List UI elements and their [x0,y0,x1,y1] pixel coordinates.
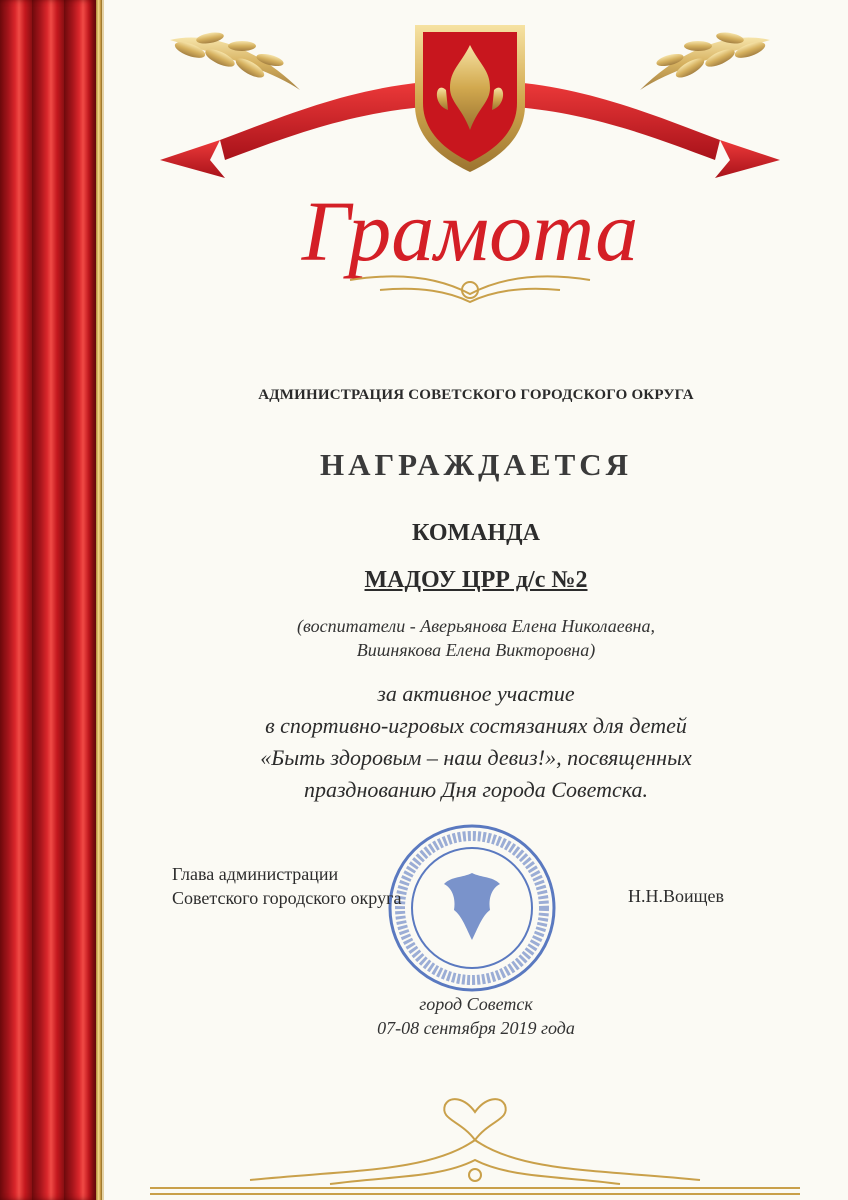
team-name: МАДОУ ЦРР д/с №2 [364,567,588,593]
fleur-de-lis-shield-icon [415,25,525,172]
signatory-title [172,862,401,910]
signatory-title-line: Советского городского округа [172,888,402,908]
educators [104,614,848,662]
footer-ornament-icon [130,1080,820,1200]
educators-line: (воспитатели - Аверьянова Елена Николаевна, [297,616,655,636]
flourish-divider-icon [350,276,590,302]
signatory-name: Н.Н.Воищев [628,886,724,906]
place: город Советск [419,994,533,1014]
certificate-title: Грамота [301,183,639,279]
red-curtain-border [0,0,96,1200]
laurel-right-icon [640,31,770,90]
award-reason [104,678,848,806]
educators-line: Вишнякова Елена Викторовна) [356,640,596,660]
reason-line: за активное участие [377,681,575,706]
official-seal-stamp [382,818,562,998]
double-headed-eagle-icon [444,873,500,940]
reason-line: «Быть здоровым – наш девиз!», посвященных [260,745,692,770]
laurel-left-icon [170,31,300,90]
team-label: КОМАНДА [412,520,540,546]
awarded-heading: НАГРАЖДАЕТСЯ [319,447,633,482]
issuer-line: АДМИНИСТРАЦИЯ СОВЕТСКОГО ГОРОДСКОГО ОКРУГА [258,387,694,403]
header-ornament [150,10,790,310]
reason-line: празднованию Дня города Советска. [304,777,648,802]
signatory-title-line: Глава администрации [172,864,339,884]
date: 07-08 сентября 2019 года [377,1018,575,1038]
reason-line: в спортивно-игровых состязаниях для детей [265,713,687,738]
